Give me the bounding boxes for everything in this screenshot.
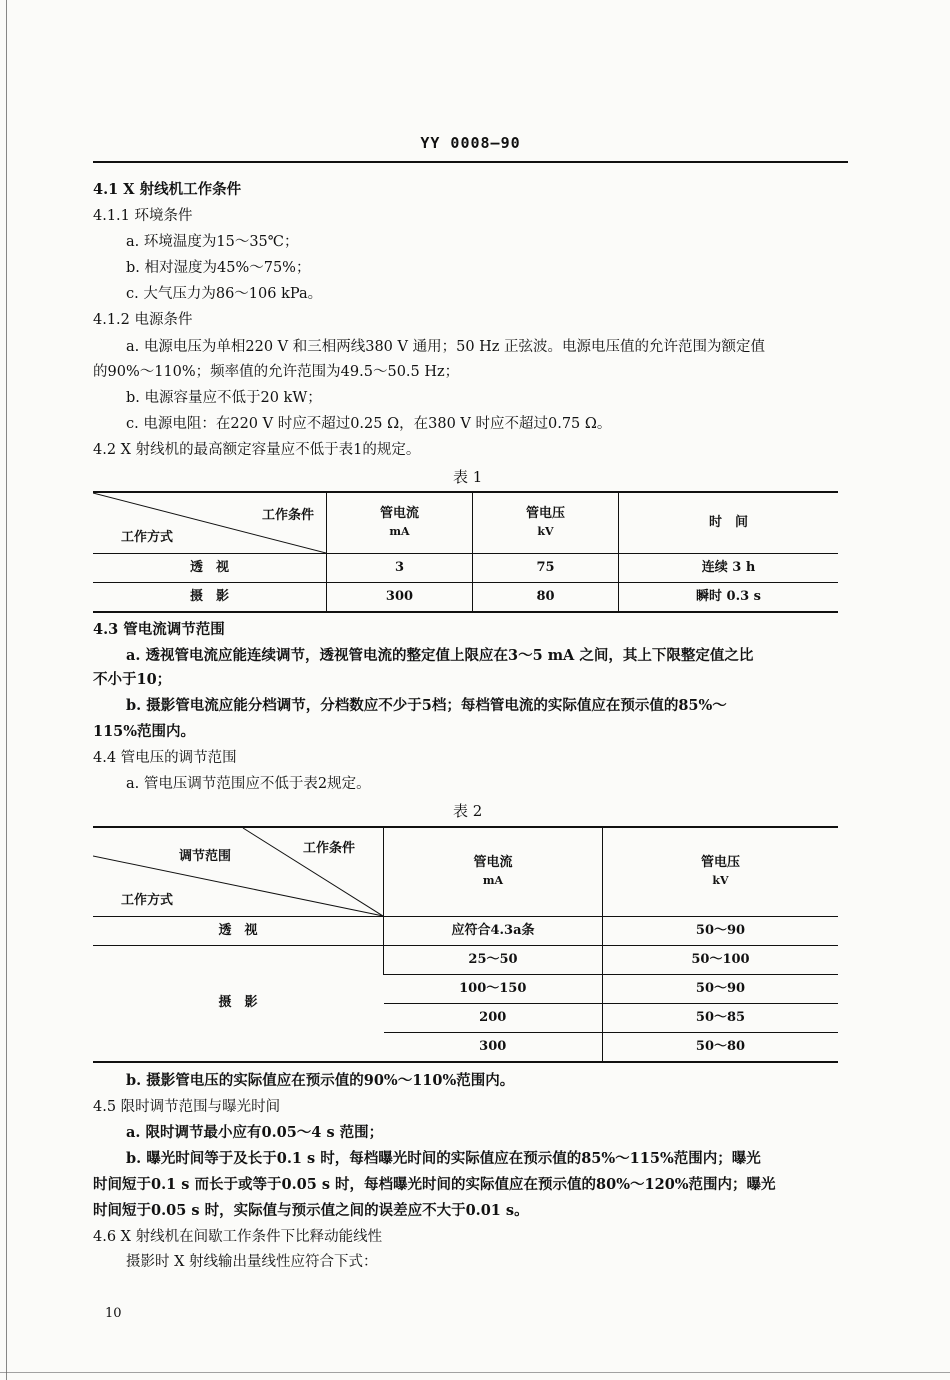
item-b-exposure-time-cont2: 时间短于0.05 s 时，实际值与预示值之间的误差应不大于0.01 s。 <box>93 1202 529 1219</box>
item-b-exposure-time-cont1: 时间短于0.1 s 而长于或等于0.05 s 时，每档曝光时间的实际值应在预示值的80%～120%范围内；曝光 <box>93 1176 776 1193</box>
section-4-4: 4.4 管电压的调节范围 <box>93 750 237 766</box>
table-2 <box>93 826 838 1063</box>
header-rule <box>93 161 848 163</box>
section-4-6: 4.6 X 射线机在间歇工作条件下比释动能线性 <box>93 1229 383 1245</box>
table-row: 300 50～80 <box>93 1033 838 1062</box>
table2-corner <box>93 827 384 917</box>
table1-corner-top: 工作条件 <box>261 508 314 523</box>
item-a-temperature: a. 环境温度为15～35℃； <box>126 234 299 250</box>
item-b-exposure-time: b. 曝光时间等于及长于0.1 s 时，每档曝光时间的实际值应在预示值的85%～115%范围内；曝光 <box>126 1150 761 1167</box>
table1-corner <box>93 492 327 554</box>
item-a-fluoro-current-cont: 不小于10； <box>93 671 172 688</box>
section-4-1-1: 4.1.1 环境条件 <box>93 208 193 224</box>
item-b-voltage-accuracy: b. 摄影管电压的实际值应在预示值的90%～110%范围内。 <box>126 1072 515 1089</box>
item-b-humidity: b. 相对湿度为45%～75%； <box>126 260 311 276</box>
section-4-3: 4.3 管电流调节范围 <box>93 621 225 638</box>
table-row: 摄 影 25～50 50～100 <box>93 946 838 975</box>
table2-caption: 表 2 <box>453 802 483 820</box>
section-4-1-2: 4.1.2 电源条件 <box>93 312 193 328</box>
item-a-voltage-range: a. 管电压调节范围应不低于表2规定。 <box>126 776 371 792</box>
section-4-1: 4.1 X 射线机工作条件 <box>93 181 242 198</box>
table2-col-current: 管电流 mA <box>384 827 603 917</box>
item-c-pressure: c. 大气压力为86～106 kPa。 <box>126 286 323 302</box>
section-4-2: 4.2 X 射线机的最高额定容量应不低于表1的规定。 <box>93 442 421 458</box>
item-b-capacity: b. 电源容量应不低于20 kW； <box>126 390 322 406</box>
table2-corner-mid: 调节范围 <box>179 849 232 864</box>
table-1 <box>93 491 838 613</box>
item-a-timer-range: a. 限时调节最小应有0.05～4 s 范围； <box>126 1124 384 1141</box>
table1-caption: 表 1 <box>453 468 483 486</box>
page-number: 10 <box>105 1306 122 1321</box>
table1-col-current: 管电流 mA <box>327 492 473 554</box>
standard-header: YY 0008—90 <box>420 134 521 152</box>
item-c-resistance: c. 电源电阻：在220 V 时应不超过0.25 Ω，在380 V 时应不超过0.75 Ω。 <box>126 416 612 432</box>
scan-edge-left <box>6 0 7 1380</box>
table-row: 摄 影 300 80 瞬时 0.3 s <box>93 583 838 612</box>
table1-corner-bottom: 工作方式 <box>121 530 174 545</box>
linearity-intro: 摄影时 X 射线输出量线性应符合下式： <box>126 1254 378 1270</box>
item-a-supply-voltage: a. 电源电压为单相220 V 和三相两线380 V 通用；50 Hz 正弦波。电源电压值的允许范围为额定值 <box>126 339 766 355</box>
table2-radio-label: 摄 影 <box>93 946 384 1062</box>
item-a-supply-voltage-cont: 的90%～110%；频率值的允许范围为49.5～50.5 Hz； <box>93 364 460 380</box>
table2-corner-top: 工作条件 <box>303 841 356 856</box>
table-row: 200 50～85 <box>93 1004 838 1033</box>
section-4-5: 4.5 限时调节范围与曝光时间 <box>93 1099 281 1115</box>
scan-edge-bottom <box>0 1372 950 1373</box>
item-b-radio-current-cont: 115%范围内。 <box>93 723 196 740</box>
item-a-fluoro-current: a. 透视管电流应能连续调节，透视管电流的整定值上限应在3～5 mA 之间，其上下限整定值之比 <box>126 647 754 664</box>
table-row: 透 视 应符合4.3a条 50～90 <box>93 917 838 946</box>
table2-corner-bottom: 工作方式 <box>121 893 174 908</box>
table-row: 透 视 3 75 连续 3 h <box>93 554 838 583</box>
table1-col-time: 时 间 <box>619 492 839 554</box>
item-b-radio-current: b. 摄影管电流应能分档调节，分档数应不少于5档；每档管电流的实际值应在预示值的85%～ <box>126 697 727 714</box>
table2-col-voltage: 管电压 kV <box>603 827 839 917</box>
table-row: 100～150 50～90 <box>93 975 838 1004</box>
table1-col-voltage: 管电压 kV <box>473 492 619 554</box>
